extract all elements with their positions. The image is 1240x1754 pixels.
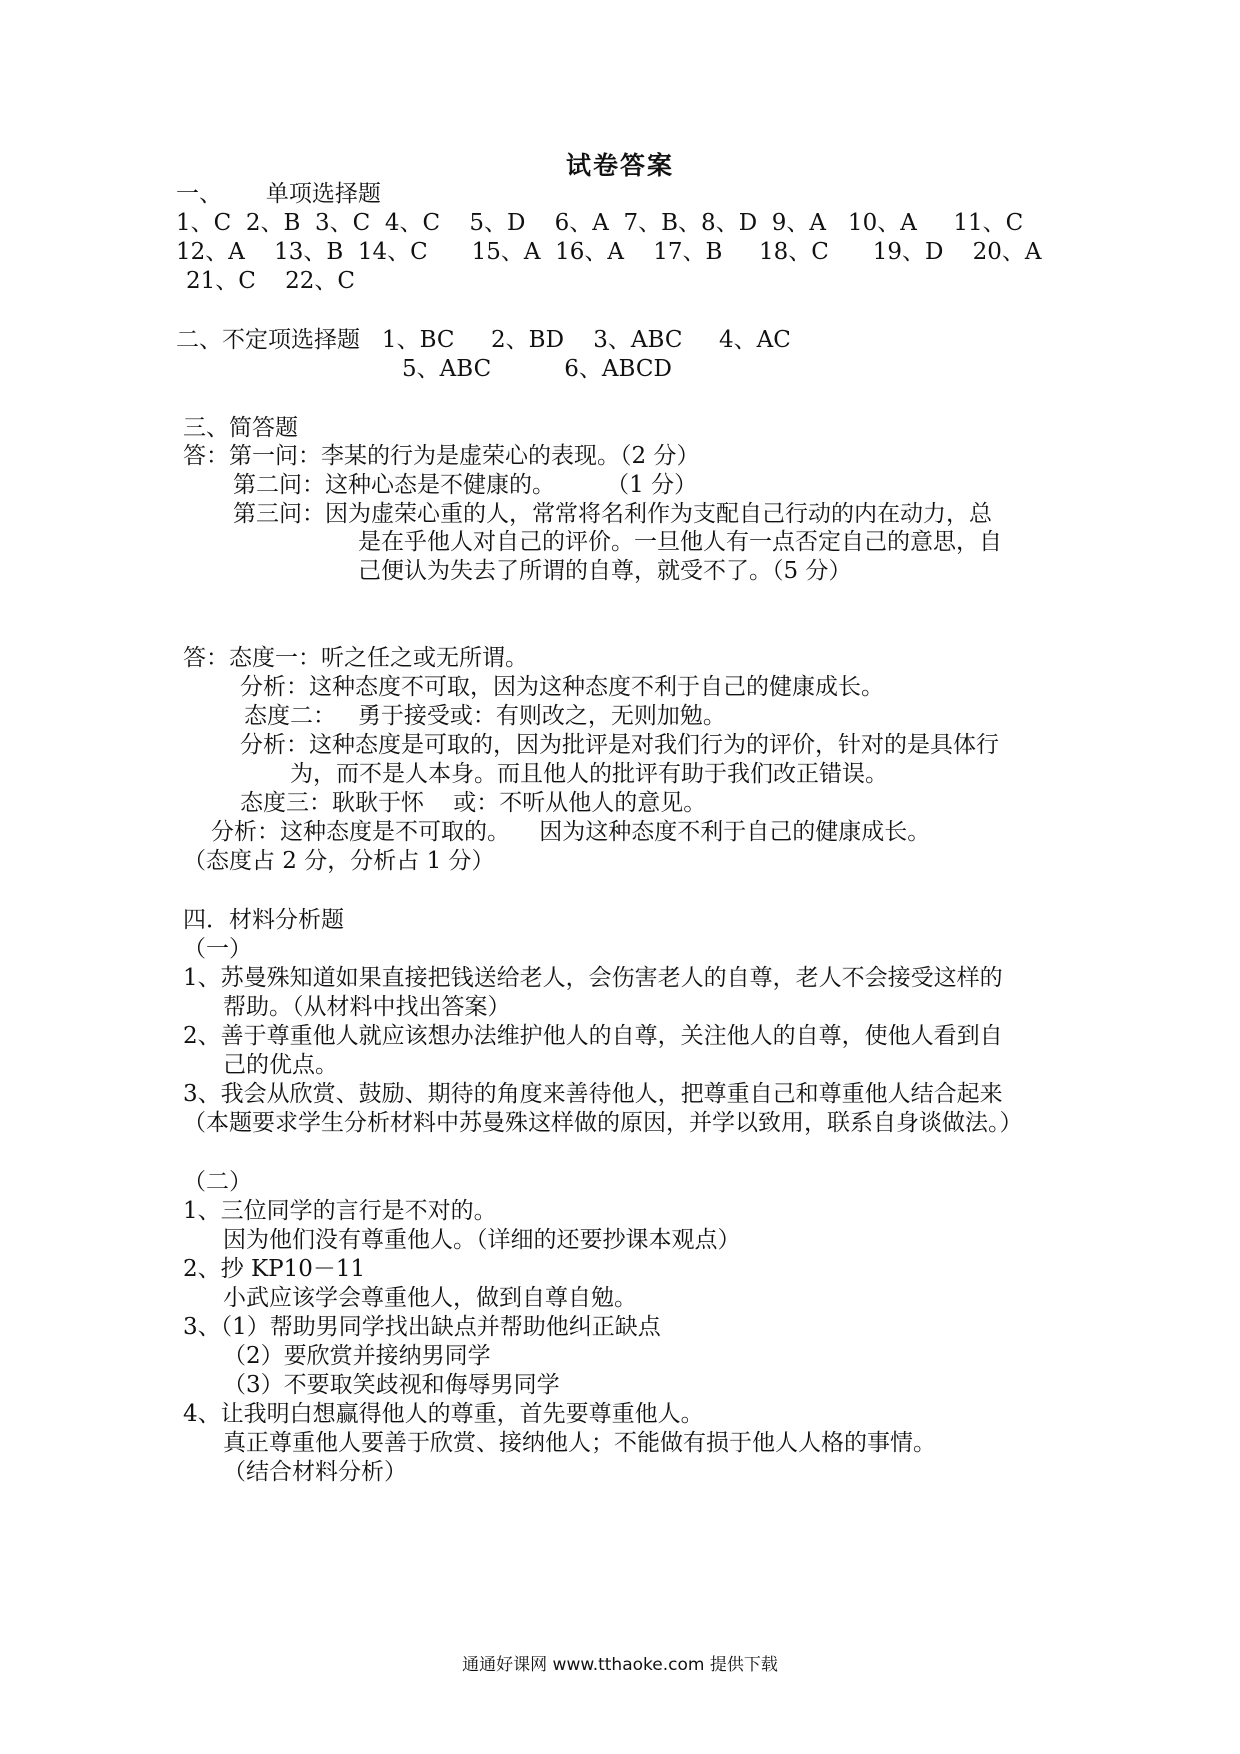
answer-line: 第三问：因为虚荣心重的人，常常将名利作为支配自己行动的内在动力，总 <box>233 501 992 527</box>
answer-row: 1、C 2、B 3、C 4、C 5、D 6、A 7、B、8、D 9、A 10、A 11、C <box>176 210 1024 236</box>
answer-line: 因为他们没有尊重他人。（详细的还要抄课本观点） <box>223 1227 741 1253</box>
answer-line: 分析：这种态度是不可取的。 因为这种态度不利于自己的健康成长。 <box>211 819 931 845</box>
section4-heading: 四．材料分析题 <box>183 907 344 933</box>
footer-credit: 通通好课网 www.tthaoke.com 提供下载 <box>462 1655 778 1675</box>
answer-line: 1、三位同学的言行是不对的。 <box>183 1198 497 1224</box>
answer-line: 态度二： 勇于接受或：有则改之，无则加勉。 <box>244 703 726 729</box>
answer-row: 5、ABC 6、ABCD <box>402 356 672 382</box>
answer-row: 12、A 13、B 14、C 15、A 16、A 17、B 18、C 19、D 20、A <box>176 239 1042 265</box>
answer-line: 1、苏曼殊知道如果直接把钱送给老人，会伤害老人的自尊，老人不会接受这样的 <box>183 965 1003 991</box>
answer-line: 己便认为失去了所谓的自尊，就受不了。（5 分） <box>358 558 852 584</box>
answer-line: （态度占 2 分，分析占 1 分） <box>183 848 495 874</box>
answer-line: 2、抄 KP10－11 <box>183 1256 366 1282</box>
answer-line: 帮助。（从材料中找出答案） <box>223 994 511 1020</box>
answer-line: 分析：这种态度不可取，因为这种态度不利于自己的健康成长。 <box>240 674 884 700</box>
part-label: （二） <box>183 1169 252 1195</box>
answer-line: 3、（1）帮助男同学找出缺点并帮助他纠正缺点 <box>183 1314 661 1340</box>
answer-line: 4、让我明白想赢得他人的尊重，首先要尊重他人。 <box>183 1401 704 1427</box>
answer-line: （本题要求学生分析材料中苏曼殊这样做的原因，并学以致用，联系自身谈做法。） <box>183 1110 1023 1136</box>
answer-line: 真正尊重他人要善于欣赏、接纳他人；不能做有损于他人人格的事情。 <box>223 1430 936 1456</box>
section3-heading: 三、简答题 <box>183 415 298 441</box>
answer-line: （2）要欣赏并接纳男同学 <box>223 1343 491 1369</box>
answer-row: 21、C 22、C <box>186 268 355 294</box>
answer-line: 第二问：这种心态是不健康的。 （1 分） <box>233 472 698 498</box>
answer-line: 小武应该学会尊重他人，做到自尊自勉。 <box>223 1285 637 1311</box>
section1-heading: 一、 单项选择题 <box>176 181 381 207</box>
answer-line: 态度三：耿耿于怀 或：不听从他人的意见。 <box>240 790 707 816</box>
part-label: （一） <box>183 936 252 962</box>
answer-line: 是在乎他人对自己的评价。一旦他人有一点否定自己的意思，自 <box>358 529 1002 555</box>
answer-line: 2、善于尊重他人就应该想办法维护他人的自尊，关注他人的自尊，使他人看到自 <box>183 1023 1003 1049</box>
answer-line: （3）不要取笑歧视和侮辱男同学 <box>223 1372 560 1398</box>
answer-line: 3、我会从欣赏、鼓励、期待的角度来善待他人，把尊重自己和尊重他人结合起来 <box>183 1081 1003 1107</box>
answer-line: 己的优点。 <box>223 1052 338 1078</box>
answer-line: （结合材料分析） <box>223 1459 407 1485</box>
answer-line: 分析：这种态度是可取的，因为批评是对我们行为的评价，针对的是具体行 <box>240 732 999 758</box>
section2-heading: 二、不定项选择题 1、BC 2、BD 3、ABC 4、AC <box>176 327 791 353</box>
answer-line: 答：第一问：李某的行为是虚荣心的表现。（2 分） <box>183 443 700 469</box>
answer-line: 答：态度一：听之任之或无所谓。 <box>183 645 528 671</box>
page-title: 试卷答案 <box>565 151 674 180</box>
answer-line: 为，而不是人本身。而且他人的批评有助于我们改正错误。 <box>290 761 888 787</box>
